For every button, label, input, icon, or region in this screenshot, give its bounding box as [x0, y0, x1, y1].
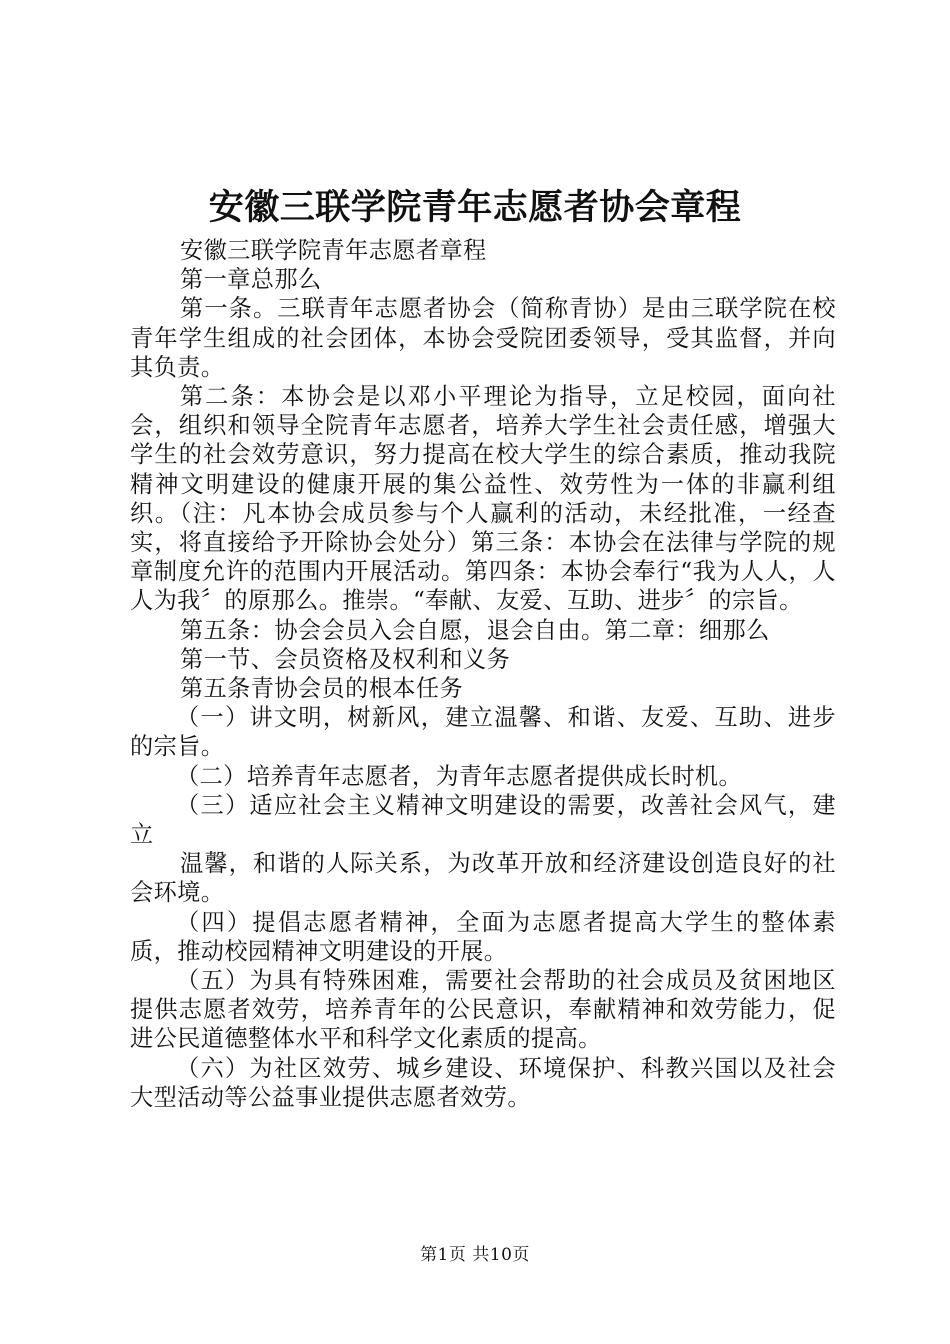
paragraph-article-5-tasks-heading: 第五条青协会员的根本任务: [180, 675, 464, 703]
paragraph-article-2-4: 第二条：本协会是以邓小平理论为指导，立足校园，面向社会，组织和领导全院青年志愿者，培养大学生社会责任感，增强大学生的社会效劳意识，努力提高在校大学生的综合素质，推动我院精神文明建设的健康开展的集公益性、效劳性为一体的非赢利组织。（注：凡本协会成员参与个人赢利的活动，未经批准，一经查实，将直接给予开除协会处分）第三条：本协会在法律与学院的规章制度允许的范围内开展活动。第四条：本协会奉行“我为人人，人人为我〞的原那么。推崇。“奉献、友爱、互助、进步〞的宗旨。: [130, 383, 836, 615]
document-title: 安徽三联学院青年志愿者协会章程: [208, 187, 742, 228]
paragraph-task-3-continued: 温馨，和谐的人际关系，为改革开放和经济建设创造良好的社会环境。: [130, 850, 836, 907]
paragraph-article-5: 第五条：协会会员入会自愿，退会自由。第二章：细那么: [180, 616, 770, 644]
paragraph-article-1: 第一条。三联青年志愿者协会（简称青协）是由三联学院在校青年学生组成的社会团体，本协会受院团委领导，受其监督，并向其负责。: [130, 295, 836, 381]
paragraph-task-4: （四）提倡志愿者精神，全面为志愿者提高大学生的整体素质，推动校园精神文明建设的开展。: [130, 908, 836, 965]
paragraph-task-6: （六）为社区效劳、城乡建设、环境保护、科教兴国以及社会大型活动等公益事业提供志愿者效劳。: [130, 1054, 836, 1111]
document-body: [130, 236, 836, 1112]
paragraph-section-1-heading: 第一节、会员资格及权利和义务: [180, 645, 511, 673]
paragraph-chapter-1-heading: 第一章总那么: [180, 266, 322, 294]
paragraph-subtitle: 安徽三联学院青年志愿者章程: [180, 237, 487, 264]
page-number-footer: 第1页 共10页: [420, 1245, 530, 1265]
paragraph-task-5: （五）为具有特殊困难，需要社会帮助的社会成员及贫困地区提供志愿者效劳，培养青年的公民意识，奉献精神和效劳能力，促进公民道德整体水平和科学文化素质的提高。: [130, 967, 836, 1053]
paragraph-task-1: （一）讲文明，树新风，建立温馨、和谐、友爱、互助、进步的宗旨。: [130, 704, 836, 761]
paragraph-task-2: （二）培养青年志愿者，为青年志愿者提供成长时机。: [176, 762, 743, 790]
paragraph-task-3: （三）适应社会主义精神文明建设的需要，改善社会风气，建立: [130, 791, 836, 849]
